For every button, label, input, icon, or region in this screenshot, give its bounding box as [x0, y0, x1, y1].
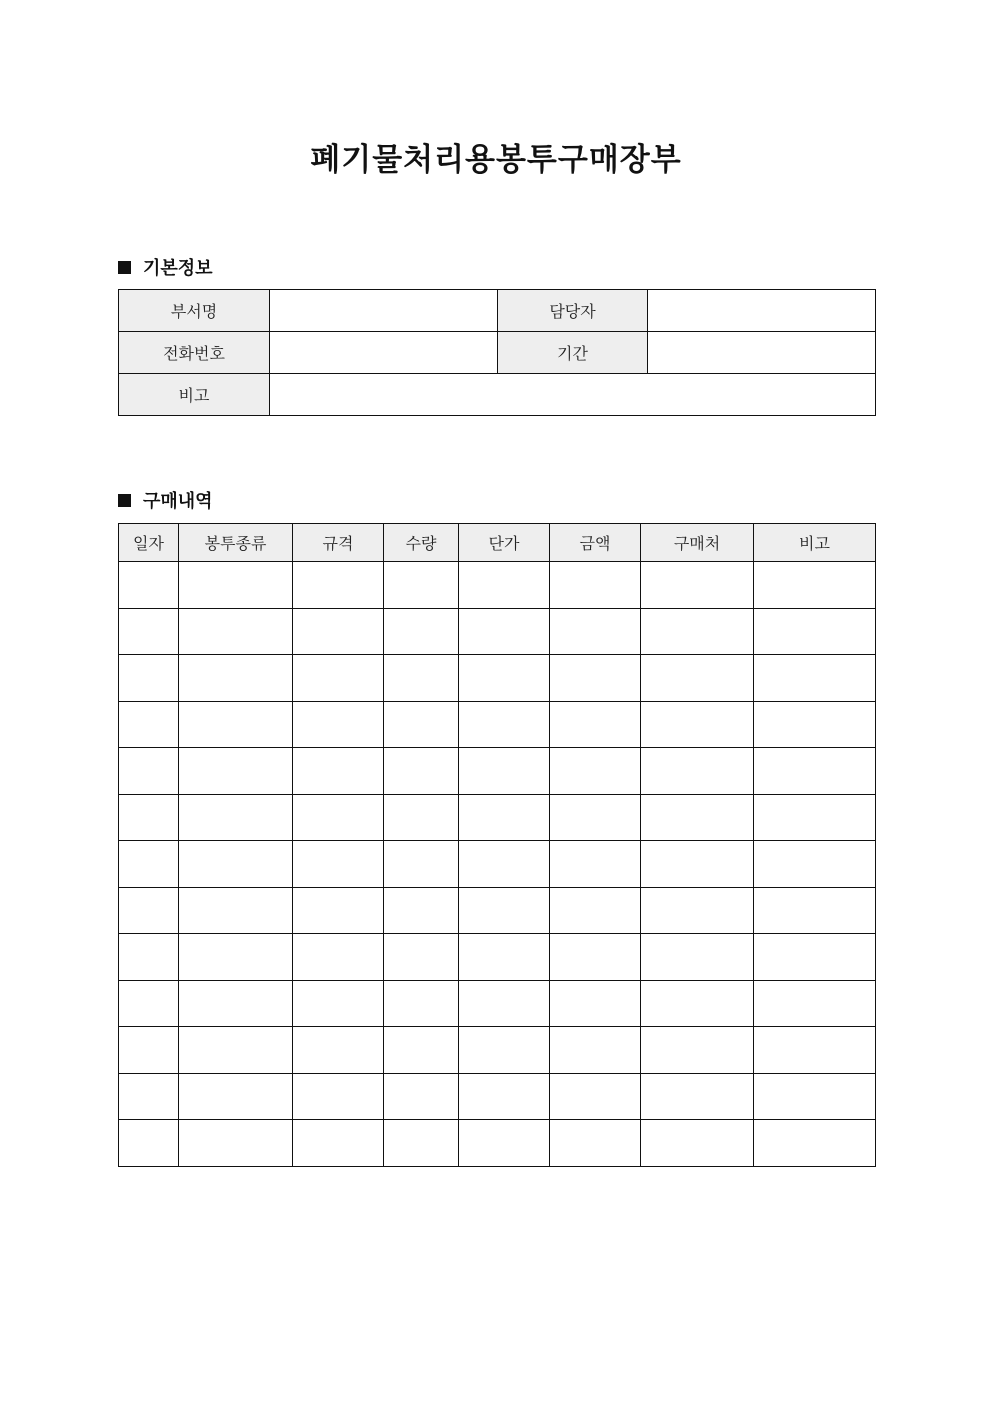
cell-spec[interactable] — [293, 1120, 384, 1167]
cell-date[interactable] — [119, 655, 179, 702]
cell-amount[interactable] — [550, 701, 641, 748]
cell-date[interactable] — [119, 841, 179, 888]
cell-date[interactable] — [119, 1120, 179, 1167]
cell-vendor[interactable] — [641, 748, 754, 795]
table-row — [119, 794, 876, 841]
period-label: 기간 — [498, 332, 648, 374]
info-row — [119, 332, 876, 374]
info-row — [119, 290, 876, 332]
cell-unit-price[interactable] — [459, 1120, 550, 1167]
cell-unit-price[interactable] — [459, 608, 550, 655]
cell-unit-price[interactable] — [459, 1073, 550, 1120]
cell-remarks[interactable] — [754, 841, 876, 888]
cell-vendor[interactable] — [641, 701, 754, 748]
cell-remarks[interactable] — [754, 980, 876, 1027]
department-field[interactable] — [270, 290, 498, 332]
cell-unit-price[interactable] — [459, 701, 550, 748]
remarks-field[interactable] — [270, 374, 876, 416]
cell-unit-price[interactable] — [459, 1027, 550, 1074]
cell-spec[interactable] — [293, 887, 384, 934]
cell-spec[interactable] — [293, 1073, 384, 1120]
cell-quantity[interactable] — [384, 794, 459, 841]
cell-quantity[interactable] — [384, 701, 459, 748]
cell-amount[interactable] — [550, 841, 641, 888]
cell-remarks[interactable] — [754, 562, 876, 609]
column-header-bag-type: 봉투종류 — [179, 524, 293, 562]
cell-bag-type[interactable] — [179, 655, 293, 702]
cell-quantity[interactable] — [384, 562, 459, 609]
column-header-amount: 금액 — [550, 524, 641, 562]
cell-remarks[interactable] — [754, 887, 876, 934]
cell-vendor[interactable] — [641, 1073, 754, 1120]
phone-field[interactable] — [270, 332, 498, 374]
cell-unit-price[interactable] — [459, 562, 550, 609]
column-header-remarks: 비고 — [754, 524, 876, 562]
cell-spec[interactable] — [293, 701, 384, 748]
cell-amount[interactable] — [550, 562, 641, 609]
cell-remarks[interactable] — [754, 608, 876, 655]
table-row — [119, 980, 876, 1027]
cell-date[interactable] — [119, 1073, 179, 1120]
column-header-date: 일자 — [119, 524, 179, 562]
table-row — [119, 608, 876, 655]
cell-unit-price[interactable] — [459, 934, 550, 981]
cell-remarks[interactable] — [754, 701, 876, 748]
cell-date[interactable] — [119, 748, 179, 795]
cell-remarks[interactable] — [754, 1073, 876, 1120]
cell-vendor[interactable] — [641, 1120, 754, 1167]
cell-bag-type[interactable] — [179, 887, 293, 934]
cell-unit-price[interactable] — [459, 887, 550, 934]
cell-quantity[interactable] — [384, 841, 459, 888]
basic-info-heading-label: 기본정보 — [143, 258, 213, 279]
cell-bag-type[interactable] — [179, 1027, 293, 1074]
column-header-vendor: 구매처 — [641, 524, 754, 562]
department-label: 부서명 — [119, 290, 270, 332]
cell-quantity[interactable] — [384, 1120, 459, 1167]
cell-spec[interactable] — [293, 794, 384, 841]
table-row — [119, 1027, 876, 1074]
black-square-icon — [118, 261, 131, 274]
cell-remarks[interactable] — [754, 1120, 876, 1167]
cell-quantity[interactable] — [384, 1073, 459, 1120]
cell-unit-price[interactable] — [459, 748, 550, 795]
cell-date[interactable] — [119, 562, 179, 609]
cell-quantity[interactable] — [384, 887, 459, 934]
cell-bag-type[interactable] — [179, 608, 293, 655]
cell-spec[interactable] — [293, 1027, 384, 1074]
cell-spec[interactable] — [293, 934, 384, 981]
cell-bag-type[interactable] — [179, 1073, 293, 1120]
purchase-history-heading — [118, 487, 213, 513]
cell-date[interactable] — [119, 1027, 179, 1074]
cell-vendor[interactable] — [641, 841, 754, 888]
cell-quantity[interactable] — [384, 608, 459, 655]
cell-quantity[interactable] — [384, 655, 459, 702]
column-header-quantity: 수량 — [384, 524, 459, 562]
cell-bag-type[interactable] — [179, 841, 293, 888]
cell-unit-price[interactable] — [459, 655, 550, 702]
cell-spec[interactable] — [293, 748, 384, 795]
cell-vendor[interactable] — [641, 980, 754, 1027]
cell-bag-type[interactable] — [179, 934, 293, 981]
cell-remarks[interactable] — [754, 934, 876, 981]
cell-bag-type[interactable] — [179, 562, 293, 609]
cell-date[interactable] — [119, 887, 179, 934]
manager-label: 담당자 — [498, 290, 648, 332]
table-row — [119, 748, 876, 795]
cell-date[interactable] — [119, 934, 179, 981]
table-row — [119, 562, 876, 609]
cell-amount[interactable] — [550, 655, 641, 702]
cell-spec[interactable] — [293, 562, 384, 609]
cell-amount[interactable] — [550, 934, 641, 981]
cell-unit-price[interactable] — [459, 794, 550, 841]
table-row — [119, 655, 876, 702]
cell-bag-type[interactable] — [179, 794, 293, 841]
cell-remarks[interactable] — [754, 748, 876, 795]
remarks-label: 비고 — [119, 374, 270, 416]
basic-info-heading — [118, 254, 213, 280]
cell-amount[interactable] — [550, 1120, 641, 1167]
cell-vendor[interactable] — [641, 1027, 754, 1074]
table-row — [119, 841, 876, 888]
cell-amount[interactable] — [550, 1027, 641, 1074]
cell-unit-price[interactable] — [459, 980, 550, 1027]
cell-unit-price[interactable] — [459, 841, 550, 888]
cell-date[interactable] — [119, 701, 179, 748]
table-row — [119, 1120, 876, 1167]
cell-spec[interactable] — [293, 655, 384, 702]
info-row — [119, 374, 876, 416]
purchase-history-table — [118, 523, 876, 1167]
cell-bag-type[interactable] — [179, 1120, 293, 1167]
cell-quantity[interactable] — [384, 1027, 459, 1074]
cell-quantity[interactable] — [384, 980, 459, 1027]
cell-spec[interactable] — [293, 980, 384, 1027]
black-square-icon — [118, 494, 131, 507]
cell-remarks[interactable] — [754, 1027, 876, 1074]
cell-remarks[interactable] — [754, 794, 876, 841]
phone-label: 전화번호 — [119, 332, 270, 374]
cell-vendor[interactable] — [641, 655, 754, 702]
document-title: 폐기물처리용봉투구매장부 — [310, 142, 682, 178]
column-header-spec: 규격 — [293, 524, 384, 562]
basic-info-table — [118, 289, 876, 416]
header-row — [119, 524, 876, 562]
cell-amount[interactable] — [550, 608, 641, 655]
cell-vendor[interactable] — [641, 608, 754, 655]
period-field[interactable] — [648, 332, 876, 374]
cell-date[interactable] — [119, 980, 179, 1027]
cell-vendor[interactable] — [641, 562, 754, 609]
cell-vendor[interactable] — [641, 794, 754, 841]
cell-bag-type[interactable] — [179, 748, 293, 795]
table-row — [119, 887, 876, 934]
cell-quantity[interactable] — [384, 748, 459, 795]
cell-spec[interactable] — [293, 608, 384, 655]
cell-date[interactable] — [119, 608, 179, 655]
table-row — [119, 1073, 876, 1120]
cell-bag-type[interactable] — [179, 701, 293, 748]
cell-quantity[interactable] — [384, 934, 459, 981]
table-row — [119, 934, 876, 981]
manager-field[interactable] — [648, 290, 876, 332]
table-row — [119, 701, 876, 748]
cell-spec[interactable] — [293, 841, 384, 888]
cell-amount[interactable] — [550, 794, 641, 841]
cell-amount[interactable] — [550, 980, 641, 1027]
cell-remarks[interactable] — [754, 655, 876, 702]
cell-vendor[interactable] — [641, 887, 754, 934]
column-header-unit-price: 단가 — [459, 524, 550, 562]
cell-amount[interactable] — [550, 887, 641, 934]
cell-date[interactable] — [119, 794, 179, 841]
cell-amount[interactable] — [550, 1073, 641, 1120]
cell-vendor[interactable] — [641, 934, 754, 981]
cell-amount[interactable] — [550, 748, 641, 795]
cell-bag-type[interactable] — [179, 980, 293, 1027]
purchase-history-heading-label: 구매내역 — [143, 491, 213, 512]
